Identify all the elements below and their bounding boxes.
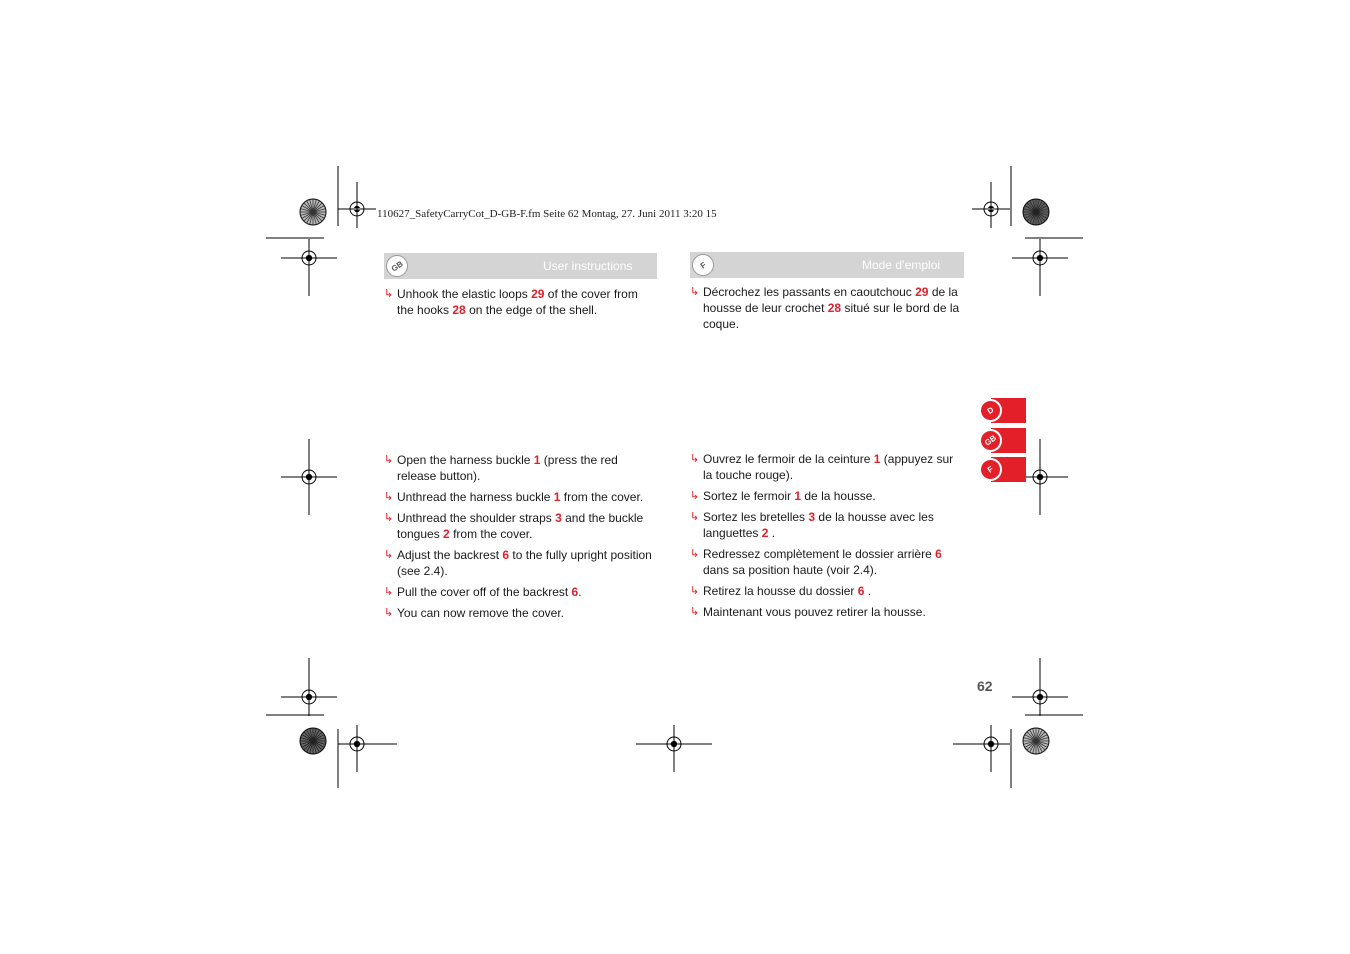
gb-header-title: User instructions (543, 259, 633, 273)
step-item (690, 604, 964, 620)
hook-arrow-icon: ↳ (384, 288, 394, 300)
step-text: Unthread the shoulder straps (397, 511, 556, 525)
step-text: Maintenant vous pouvez retirer la housse. (703, 605, 926, 619)
step-text: to the fully upright position (see 2.4). (397, 548, 652, 578)
step-text: Adjust the backrest (397, 548, 503, 562)
step-item (690, 546, 964, 578)
step-item (384, 452, 657, 484)
fr-steps-block-2 (690, 451, 964, 625)
step-item (384, 547, 657, 579)
step-text: from the cover. (449, 527, 533, 541)
starburst-target-icon (1023, 728, 1049, 754)
reference-number: 28 (827, 301, 842, 315)
starburst-target-icon (300, 728, 326, 754)
step-item (384, 584, 657, 600)
hook-arrow-icon: ↳ (384, 491, 394, 503)
side-tab-label: F (974, 453, 1006, 485)
reference-number: 28 (452, 303, 466, 317)
step-item (384, 286, 657, 318)
side-tab-f (979, 457, 1026, 482)
reference-number: 2 (761, 526, 769, 540)
reference-number: 3 (555, 511, 562, 525)
step-text: Sortez le fermoir (703, 489, 795, 503)
file-info-line: 110627_SafetyCarryCot_D-GB-F.fm Seite 62 Montag, 27. Juni 2011 3:20 15 (377, 208, 717, 220)
step-text: situé sur le bord de la coque. (703, 301, 960, 331)
side-tab-gb (979, 428, 1026, 453)
step-item (384, 605, 657, 621)
reference-number: 1 (873, 452, 881, 466)
step-item (384, 489, 657, 505)
fr-header-title: Mode d’emploi (862, 258, 941, 272)
hook-arrow-icon: ↳ (690, 490, 700, 502)
starburst-target-icon (300, 199, 326, 225)
step-item (690, 583, 964, 599)
side-tab-label: GB (974, 424, 1006, 456)
side-tab-d (979, 398, 1026, 423)
reference-number: 29 (531, 287, 545, 301)
reference-number: 29 (915, 285, 929, 299)
reference-number: 1 (553, 490, 561, 504)
step-text: Sortez les bretelles (703, 510, 809, 524)
hook-arrow-icon: ↳ (690, 548, 700, 560)
hook-arrow-icon: ↳ (384, 454, 394, 466)
reference-number: 6 (502, 548, 510, 562)
hook-arrow-icon: ↳ (384, 586, 394, 598)
reference-number: 1 (533, 453, 541, 467)
side-tab-label: D (974, 394, 1006, 426)
step-text: Retirez la housse du dossier (703, 584, 858, 598)
reference-number: 6 (857, 584, 865, 598)
step-text: . (578, 585, 582, 599)
step-text: de la housse. (801, 489, 876, 503)
fr-language-badge: F (688, 250, 719, 281)
step-text: on the edge of the shell. (465, 303, 598, 317)
hook-arrow-icon: ↳ (690, 511, 700, 523)
reference-number: 2 (443, 527, 450, 541)
step-text: (press the red release button). (397, 453, 618, 483)
hook-arrow-icon: ↳ (384, 549, 394, 561)
gb-steps-block-1 (384, 286, 657, 323)
step-text: Unthread the harness buckle (397, 490, 554, 504)
hook-arrow-icon: ↳ (690, 606, 700, 618)
step-text: Ouvrez le fermoir de la ceinture (703, 452, 874, 466)
step-text: . (768, 526, 776, 540)
fr-section-header (690, 252, 964, 278)
step-text: de la housse avec les languettes (703, 510, 934, 540)
step-text: of the cover from the hooks (397, 287, 638, 317)
fr-steps-block-1 (690, 284, 964, 337)
page-number: 62 (977, 678, 993, 694)
step-text: dans sa position haute (voir 2.4). (703, 563, 878, 577)
hook-arrow-icon: ↳ (384, 607, 394, 619)
hook-arrow-icon: ↳ (690, 585, 700, 597)
step-item (384, 510, 657, 542)
reference-number: 6 (571, 585, 579, 599)
step-item (690, 509, 964, 541)
step-item (690, 451, 964, 483)
reference-number: 3 (808, 510, 816, 524)
step-text: de la housse de leur crochet (703, 285, 958, 315)
step-text: from the cover. (560, 490, 644, 504)
reference-number: 6 (935, 547, 942, 561)
step-text: You can now remove the cover. (397, 606, 564, 620)
step-text: Open the harness buckle (397, 453, 534, 467)
reference-number: 1 (794, 489, 802, 503)
step-text: Unhook the elastic loops (397, 287, 532, 301)
gb-steps-block-2 (384, 452, 657, 626)
hook-arrow-icon: ↳ (690, 286, 700, 298)
step-text: Pull the cover off of the backrest (397, 585, 572, 599)
gb-language-badge: GB (382, 251, 413, 282)
step-text: Décrochez les passants en caoutchouc (703, 285, 916, 299)
hook-arrow-icon: ↳ (384, 512, 394, 524)
step-text: (appuyez sur la touche rouge). (703, 452, 954, 482)
hook-arrow-icon: ↳ (690, 453, 700, 465)
step-item (690, 284, 964, 332)
step-text: and the buckle tongues (397, 511, 644, 541)
starburst-target-icon (1023, 199, 1049, 225)
gb-section-header (384, 253, 657, 279)
step-text: . (864, 584, 872, 598)
step-text: Redressez complètement le dossier arrière (703, 547, 936, 561)
step-item (690, 488, 964, 504)
